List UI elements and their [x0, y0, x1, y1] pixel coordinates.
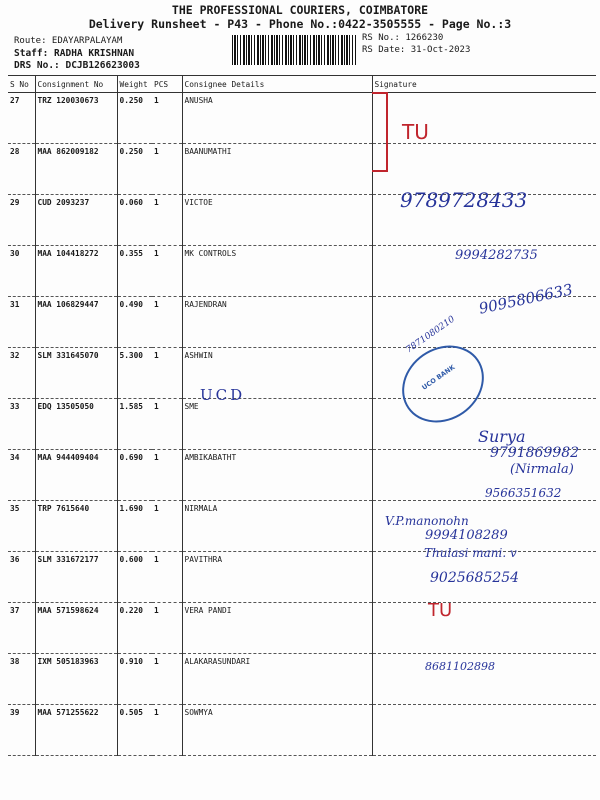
- route-label: Route: EDAYARPALAYAM: [14, 36, 123, 46]
- cell-weight: 0.490: [117, 297, 152, 348]
- cell-weight: 0.505: [117, 705, 152, 756]
- stamp-text: UCO BANK: [420, 363, 457, 392]
- cell-consignment: SLM 331672177: [35, 552, 117, 603]
- rs-info: [362, 32, 470, 56]
- drs-label: DRS No.: DCJB126623003: [14, 60, 140, 71]
- handwritten-phone: 9791869982: [490, 445, 580, 461]
- handwritten-phone: 9095806633: [477, 280, 575, 318]
- col-pcs: PCS: [152, 76, 182, 93]
- col-weight: Weight: [117, 76, 152, 93]
- cell-consignee: NIRMALA: [182, 501, 372, 552]
- table-row: [8, 501, 596, 552]
- cell-consignment: TRP 7615640: [35, 501, 117, 552]
- cell-sno: 36: [8, 552, 35, 603]
- cell-pcs: 1: [152, 654, 182, 705]
- cell-weight: 0.250: [117, 144, 152, 195]
- cell-weight: 0.220: [117, 603, 152, 654]
- cell-consignee: BAANUMATHI: [182, 144, 372, 195]
- cell-pcs: 1: [152, 246, 182, 297]
- cell-weight: 1.690: [117, 501, 152, 552]
- cell-pcs: 1: [152, 93, 182, 144]
- cell-consignment: MAA 571255622: [35, 705, 117, 756]
- cell-sno: 31: [8, 297, 35, 348]
- cell-consignee: VICTOE: [182, 195, 372, 246]
- handwritten-signature: Surya: [478, 427, 526, 446]
- handwritten-phone: 8681102898: [425, 660, 495, 673]
- cell-consignee: VERA PANDI: [182, 603, 372, 654]
- cell-weight: 1.585: [117, 399, 152, 450]
- cell-weight: 0.600: [117, 552, 152, 603]
- cell-signature: [372, 705, 596, 756]
- cell-consignment: MAA 571598624: [35, 603, 117, 654]
- table-header: [8, 76, 596, 93]
- cell-weight: 0.910: [117, 654, 152, 705]
- cell-pcs: 1: [152, 603, 182, 654]
- cell-weight: 0.355: [117, 246, 152, 297]
- cell-consignee: PAVITHRA: [182, 552, 372, 603]
- rs-date: RS Date: 31-Oct-2023: [362, 45, 471, 55]
- cell-consignment: MAA 104418272: [35, 246, 117, 297]
- handwritten-signature: Thulasi mani. v: [424, 546, 517, 560]
- cell-consignment: EDQ 13505050: [35, 399, 117, 450]
- red-bracket-mark: [372, 92, 388, 172]
- cell-signature: [372, 603, 596, 654]
- cell-pcs: 1: [152, 552, 182, 603]
- handwritten-phone: 9025685254: [430, 570, 520, 586]
- handwritten-phone: 7871080210: [404, 314, 457, 356]
- cell-pcs: 1: [152, 348, 182, 399]
- cell-sno: 28: [8, 144, 35, 195]
- cell-sno: 37: [8, 603, 35, 654]
- col-sno: S No: [8, 76, 35, 93]
- handwritten-phone: 9789728433: [400, 188, 528, 212]
- page-subtitle: Delivery Runsheet - P43 - Phone No.:0422-3505555 - Page No.:3: [88, 17, 512, 31]
- cell-weight: 0.060: [117, 195, 152, 246]
- runsheet-table: [8, 75, 596, 756]
- cell-consignment: MAA 106829447: [35, 297, 117, 348]
- cell-pcs: 1: [152, 450, 182, 501]
- cell-sno: 39: [8, 705, 35, 756]
- cell-pcs: 1: [152, 195, 182, 246]
- barcode: [232, 35, 356, 65]
- handwritten-phone: 9994108289: [425, 528, 508, 543]
- cell-consignment: SLM 331645070: [35, 348, 117, 399]
- table-row: [8, 654, 596, 705]
- cell-sno: 32: [8, 348, 35, 399]
- handwritten-tu: TU: [402, 120, 429, 144]
- cell-pcs: 1: [152, 144, 182, 195]
- route-info: [14, 35, 140, 73]
- rs-no: RS No.: 1266230: [362, 33, 444, 43]
- table-row: [8, 705, 596, 756]
- table-row: [8, 93, 596, 144]
- col-consignee: Consignee Details: [182, 76, 372, 93]
- table-row: [8, 603, 596, 654]
- handwritten-phone: 9566351632: [485, 486, 562, 500]
- handwritten-tu: TU: [428, 600, 453, 621]
- cell-pcs: 1: [152, 705, 182, 756]
- cell-sno: 35: [8, 501, 35, 552]
- cell-signature: [372, 144, 596, 195]
- cell-consignee: ANUSHA: [182, 93, 372, 144]
- cell-consignment: MAA 944409404: [35, 450, 117, 501]
- cell-consignee: ASHWIN: [182, 348, 372, 399]
- cell-sno: 29: [8, 195, 35, 246]
- cell-consignee: ALAKARASUNDARI: [182, 654, 372, 705]
- cell-weight: 0.690: [117, 450, 152, 501]
- cell-sno: 34: [8, 450, 35, 501]
- staff-label: Staff: RADHA KRISHNAN: [14, 47, 135, 59]
- cell-sno: 30: [8, 246, 35, 297]
- col-signature: Signature: [372, 76, 596, 93]
- cell-consignee: RAJENDRAN: [182, 297, 372, 348]
- cell-sno: 27: [8, 93, 35, 144]
- cell-sno: 38: [8, 654, 35, 705]
- table-row: [8, 348, 596, 399]
- cell-consignee: SME: [182, 399, 372, 450]
- cell-consignment: CUD 2093237: [35, 195, 117, 246]
- handwritten-ucd: UCD: [200, 386, 246, 404]
- cell-pcs: 1: [152, 297, 182, 348]
- col-consignment: Consignment No: [35, 76, 117, 93]
- cell-consignment: MAA 862009182: [35, 144, 117, 195]
- handwritten-phone: 9994282735: [455, 248, 538, 263]
- cell-consignee: AMBIKABATHT: [182, 450, 372, 501]
- handwritten-signature: V.P.manonohn: [385, 514, 469, 528]
- cell-weight: 5.300: [117, 348, 152, 399]
- cell-consignee: SOWMYA: [182, 705, 372, 756]
- cell-consignment: IXM 505183963: [35, 654, 117, 705]
- table-row: [8, 144, 596, 195]
- cell-consignee: MK CONTROLS: [182, 246, 372, 297]
- cell-consignment: TRZ 120030673: [35, 93, 117, 144]
- handwritten-signature: (Nirmala): [510, 462, 574, 477]
- cell-pcs: 1: [152, 501, 182, 552]
- page-title: THE PROFESSIONAL COURIERS, COIMBATORE: [171, 3, 429, 17]
- cell-weight: 0.250: [117, 93, 152, 144]
- cell-sno: 33: [8, 399, 35, 450]
- cell-pcs: 1: [152, 399, 182, 450]
